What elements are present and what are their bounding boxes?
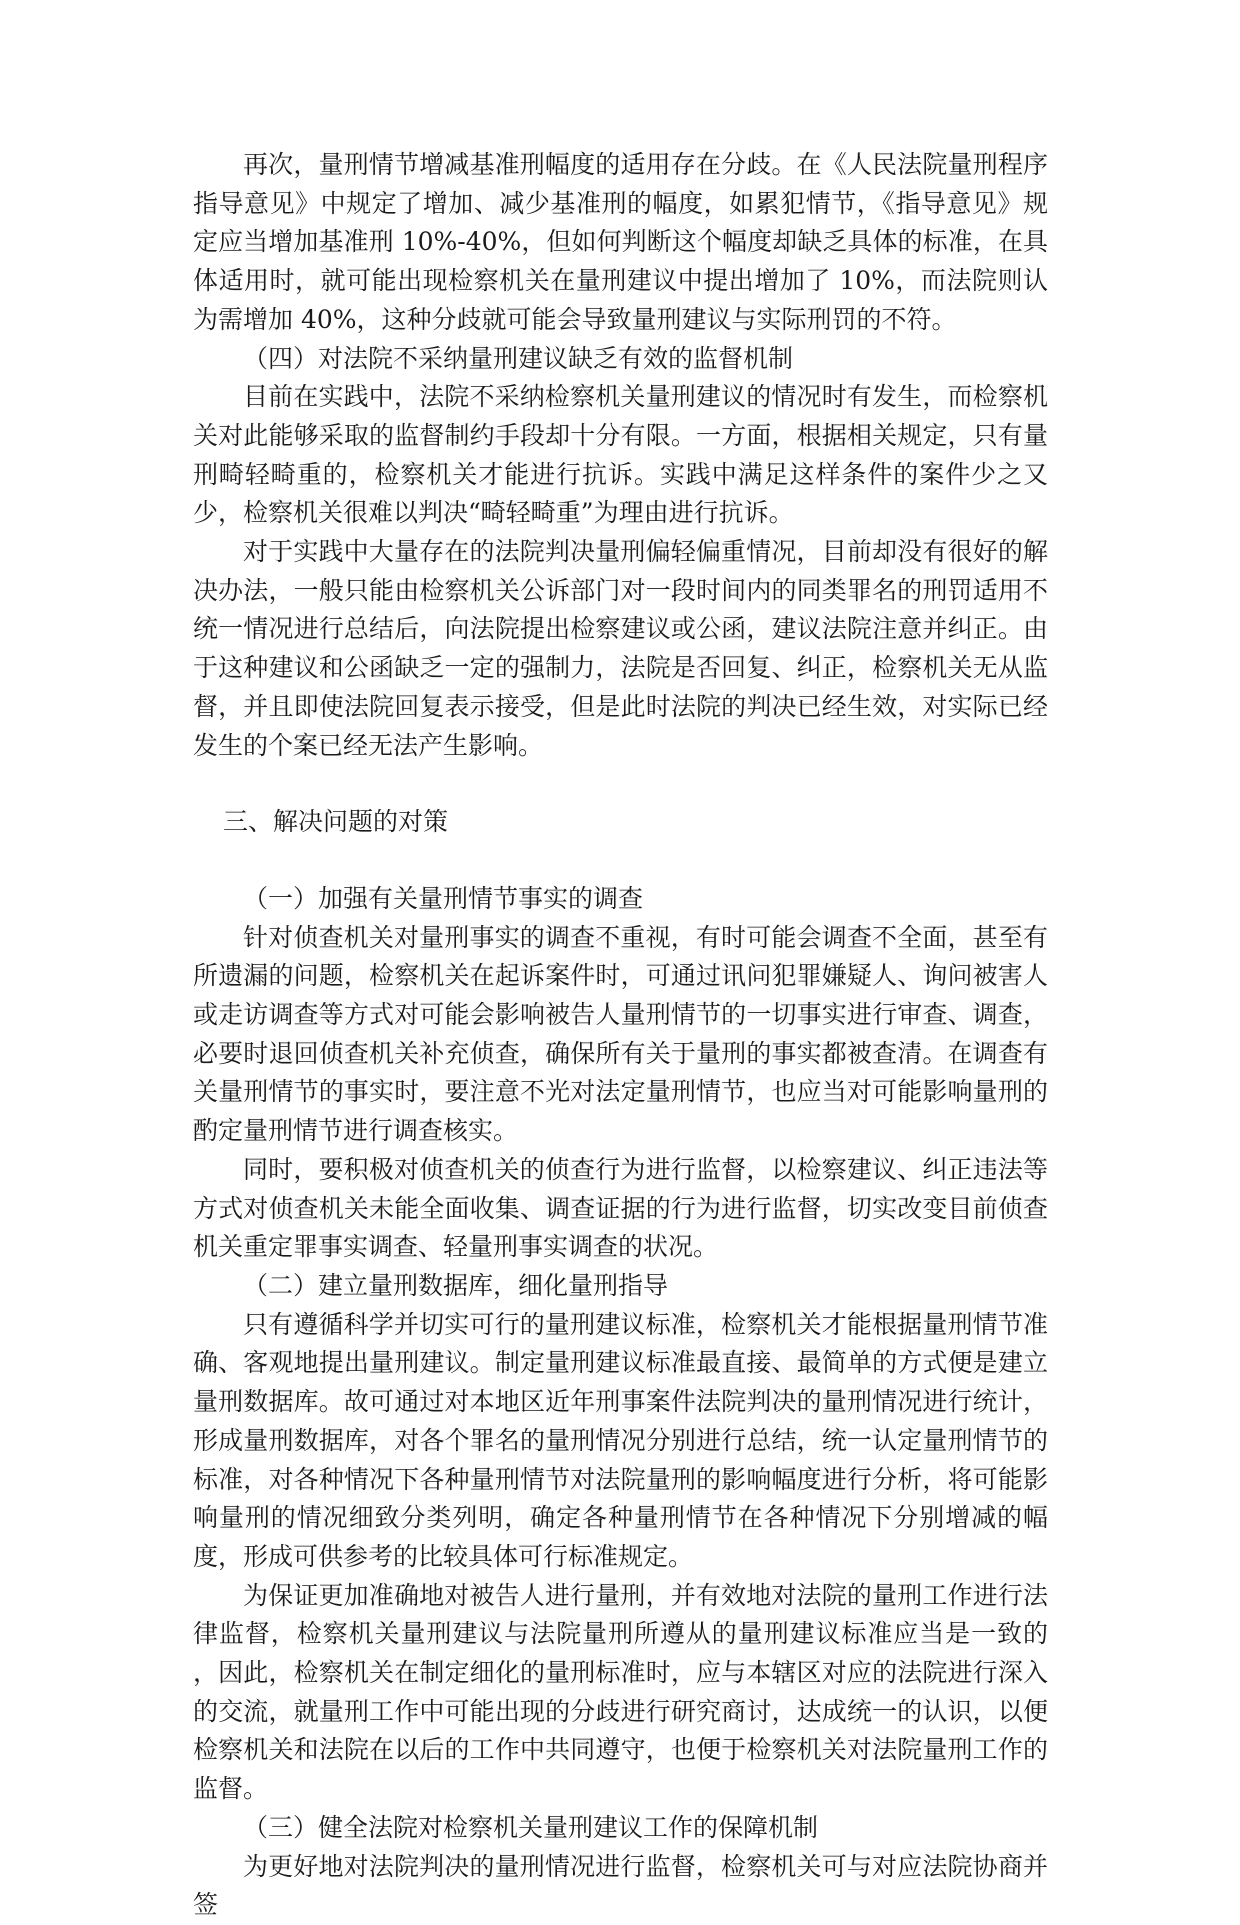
section-title-countermeasures: 三、解决问题的对策: [223, 807, 449, 837]
paragraph-current-practice: 目前在实践中，法院不采纳检察机关量刑建议的情况时有发生，而检察机关对此能够采取的监督制约手段却十分有限。一方面，根据相关规定，只有量刑畸轻畸重的，检察机关才能进行抗诉。实践中满足这样条件的案件少之又少，检察机关很难以判决“畸轻畸重”为理由进行抗诉。: [193, 382, 1048, 528]
section-gap: [193, 765, 1048, 803]
heading-strengthen-investigation: （一）加强有关量刑情节事实的调查: [243, 883, 644, 913]
heading-sentencing-database: （二）建立量刑数据库，细化量刑指导: [243, 1270, 669, 1300]
paragraph-no-good-solution: 对于实践中大量存在的法院判决量刑偏轻偏重情况，目前却没有很好的解决办法，一般只能由检察机关公诉部门对一段时间内的同类罪名的刑罚适用不统一情况进行总结后，向法院提出检察建议或公函，建议法院注意并纠正。由于这种建议和公函缺乏一定的强制力，法院是否回复、纠正，检察机关无从监督，并且即使法院回复表示接受，但是此时法院的判决已经生效，对实际已经发生的个案已经无法产生影响。: [193, 537, 1048, 760]
paragraph-sentencing-adjustment: 再次，量刑情节增减基准刑幅度的适用存在分歧。在《人民法院量刑程序指导意见》中规定了增加、减少基准刑的幅度，如累犯情节，《指导意见》规定应当增加基准刑 10%-40%，但如何判断这个幅度却缺乏具体的标准，在具体适用时，就可能出现检察机关在量刑建议中提出增加了 10%，而法院则认为需增加 40%，这种分歧就可能会导致量刑建议与实际刑罚的不符。: [193, 150, 1048, 334]
paragraph-investigation-measures: 针对侦查机关对量刑事实的调查不重视，有时可能会调查不全面，甚至有所遗漏的问题，检察机关在起诉案件时，可通过讯问犯罪嫌疑人、询问被害人或走访调查等方式对可能会影响被告人量刑情节的一切事实进行审查、调查，必要时退回侦查机关补充侦查，确保所有关于量刑的事实都被查清。在调查有关量刑情节的事实时，要注意不光对法定量刑情节，也应当对可能影响量刑的酌定量刑情节进行调查核实。: [193, 922, 1048, 1146]
paragraph-consistent-standards: 为保证更加准确地对被告人进行量刑，并有效地对法院的量刑工作进行法律监督，检察机关量刑建议与法院量刑所遵从的量刑建议标准应当是一致的 ，因此，检察机关在制定细化的量刑标准时，应与本辖区对应的法院进行深入的交流，就量刑工作中可能出现的分歧进行研究商讨，达成统一的认识，以便检察机关和法院在以后的工作中共同遵守，也便于检察机关对法院量刑工作的监督。: [193, 1580, 1048, 1804]
heading-safeguard-mechanism: （三）健全法院对检察机关量刑建议工作的保障机制: [243, 1812, 819, 1842]
section-gap: [193, 842, 1048, 880]
paragraph-database-standards: 只有遵循科学并切实可行的量刑建议标准，检察机关才能根据量刑情节准确、客观地提出量刑建议。制定量刑建议标准最直接、最简单的方式便是建立量刑数据库。故可通过对本地区近年刑事案件法院判决的量刑情况进行统计，形成量刑数据库，对各个罪名的量刑情况分别进行总结，统一认定量刑情节的标准，对各种情况下各种量刑情节对法院量刑的影响幅度进行分析，将可能影响量刑的情况细致分类列明，确定各种量刑情节在各种情况下分别增减的幅度，形成可供参考的比较具体可行标准规定。: [193, 1309, 1048, 1571]
heading-lack-of-supervision: （四）对法院不采纳量刑建议缺乏有效的监督机制: [243, 343, 794, 373]
paragraph-court-consultation: 为更好地对法院判决的量刑情况进行监督，检察机关可与对应法院协商并签: [193, 1851, 1048, 1920]
paragraph-supervise-investigation: 同时，要积极对侦查机关的侦查行为进行监督，以检察建议、纠正违法等方式对侦查机关未能全面收集、调查证据的行为进行监督，切实改变目前侦查机关重定罪事实调查、轻量刑事实调查的状况。: [193, 1154, 1048, 1262]
document-page: [193, 146, 1048, 1925]
